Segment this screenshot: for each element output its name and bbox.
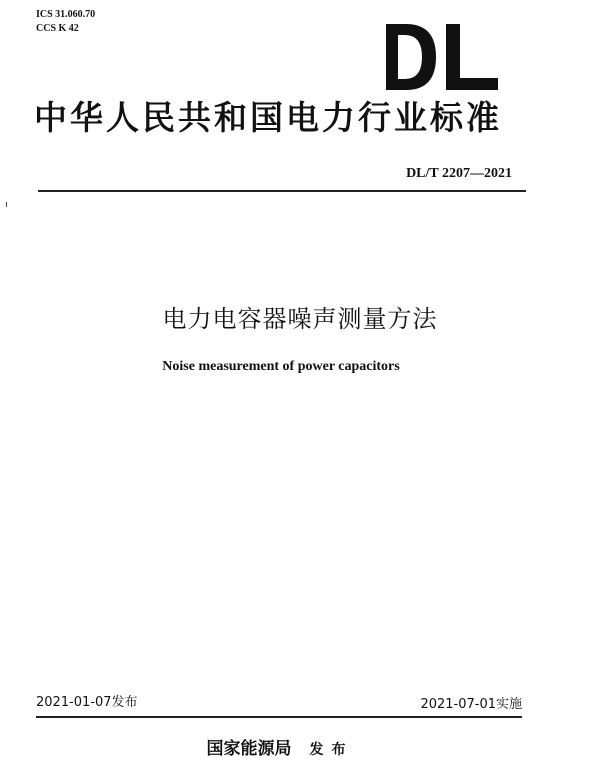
issue-date: 2021-01-07发布 (36, 695, 138, 710)
standard-number: DL/T 2207—2021 (406, 166, 512, 181)
implementation-date: 2021-07-01实施 (420, 697, 522, 712)
dl-logo (386, 24, 500, 90)
top-divider (38, 190, 526, 192)
ccs-code: CCS K 42 (36, 23, 79, 34)
ics-code: ICS 31.060.70 (36, 9, 96, 20)
document-title-english: Noise measurement of power capacitors (162, 359, 400, 374)
issuer-line (0, 738, 560, 761)
margin-mark (6, 202, 7, 207)
bottom-divider (36, 716, 522, 718)
issuer-name: 国家能源局 (206, 739, 292, 759)
standard-category: 中华人民共和国电力行业标准 (34, 98, 502, 137)
publish-label: 发布 (309, 742, 354, 758)
document-title-chinese: 电力电容器噪声测量方法 (162, 305, 438, 333)
